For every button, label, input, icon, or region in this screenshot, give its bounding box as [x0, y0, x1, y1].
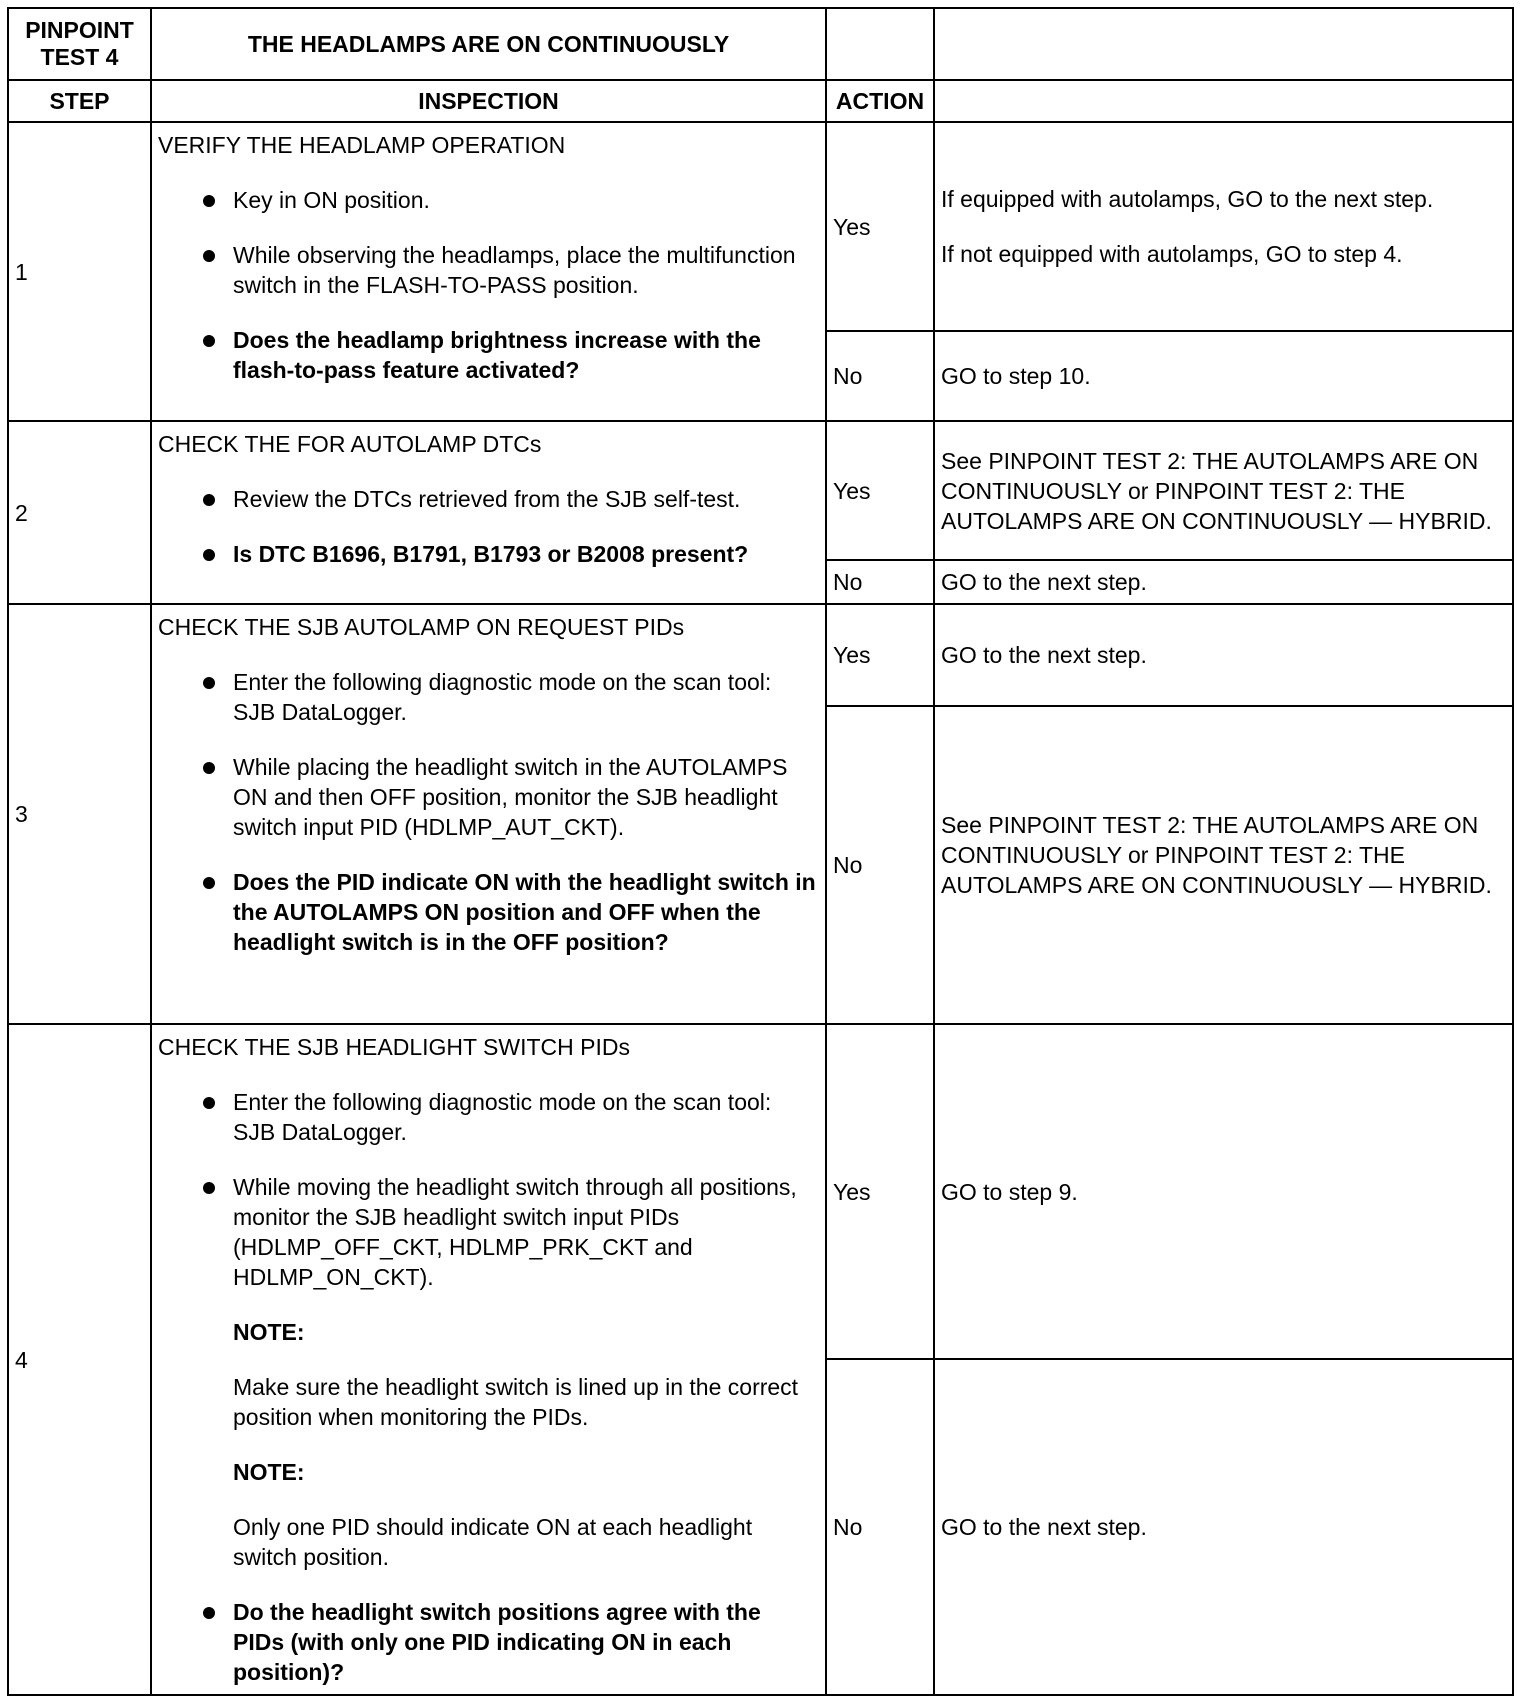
bullet-question: Does the headlamp brightness increase with the flash-to-pass feature activated?: [158, 325, 825, 385]
step-number: 2: [8, 421, 151, 604]
step-2-inspection: [151, 421, 826, 604]
step-3-yes-row: [8, 604, 1513, 706]
step-title: CHECK THE FOR AUTOLAMP DTCs: [158, 431, 542, 457]
step-3-inspection: [151, 604, 826, 1024]
bullet-item: While placing the headlight switch in the AUTOLAMPS ON and then OFF position, monitor the SJB headlight switch input PID (HDLMP_AUT_CKT).: [158, 752, 825, 842]
step-number: 1: [8, 122, 151, 421]
yes-label: Yes: [826, 122, 934, 331]
step-title: CHECK THE SJB AUTOLAMP ON REQUEST PIDs: [158, 614, 685, 640]
title-empty-cell-2: [934, 8, 1513, 80]
bullet-item: Enter the following diagnostic mode on the scan tool: SJB DataLogger.: [158, 667, 825, 727]
yes-action: GO to step 9.: [934, 1024, 1513, 1359]
inspection-column-header: INSPECTION: [151, 80, 826, 122]
no-label: No: [826, 706, 934, 1024]
step-number: 3: [8, 604, 151, 1024]
bullet-list: [158, 484, 825, 569]
yes-action: GO to the next step.: [934, 604, 1513, 706]
bullet-item: Review the DTCs retrieved from the SJB self-test.: [158, 484, 825, 514]
step-title: CHECK THE SJB HEADLIGHT SWITCH PIDs: [158, 1034, 630, 1060]
no-label: No: [826, 331, 934, 421]
bullet-question: Does the PID indicate ON with the headlight switch in the AUTOLAMPS ON position and OFF when the headlight switch is in the OFF position?: [158, 867, 825, 957]
bullet-question: Is DTC B1696, B1791, B1793 or B2008 present?: [158, 539, 825, 569]
no-action: GO to the next step.: [934, 1359, 1513, 1695]
note-text: Make sure the headlight switch is lined up in the correct position when monitoring the PIDs.: [233, 1374, 799, 1430]
bullet-item: Enter the following diagnostic mode on the scan tool: SJB DataLogger.: [158, 1087, 825, 1147]
yes-label: Yes: [826, 1024, 934, 1359]
action-text: If not equipped with autolamps, GO to step 4.: [941, 241, 1403, 267]
step-1-inspection: [151, 122, 826, 421]
bullet-list: [158, 1597, 825, 1687]
note-label: NOTE:: [233, 1319, 305, 1345]
header-empty-cell: [934, 80, 1513, 122]
yes-action: See PINPOINT TEST 2: THE AUTOLAMPS ARE ON CONTINUOUSLY or PINPOINT TEST 2: THE AUTOLAMPS ARE ON CONTINUOUSLY — HYBRID.: [934, 421, 1513, 560]
bullet-question: Do the headlight switch positions agree with the PIDs (with only one PID indicating ON in each position)?: [158, 1597, 825, 1687]
no-action: See PINPOINT TEST 2: THE AUTOLAMPS ARE ON CONTINUOUSLY or PINPOINT TEST 2: THE AUTOLAMPS ARE ON CONTINUOUSLY — HYBRID.: [934, 706, 1513, 1024]
yes-action: [934, 122, 1513, 331]
step-2-yes-row: [8, 421, 1513, 560]
yes-label: Yes: [826, 604, 934, 706]
bullet-list: [158, 185, 825, 385]
step-1-yes-row: [8, 122, 1513, 331]
no-action: GO to step 10.: [934, 331, 1513, 421]
bullet-item: While moving the headlight switch through all positions, monitor the SJB headlight switch input PIDs (HDLMP_OFF_CKT, HDLMP_PRK_CKT and HDLMP_ON_CKT).: [158, 1172, 825, 1292]
no-label: No: [826, 560, 934, 604]
test-title: THE HEADLAMPS ARE ON CONTINUOUSLY: [151, 8, 826, 80]
yes-label: Yes: [826, 421, 934, 560]
note-text: Only one PID should indicate ON at each headlight switch position.: [233, 1514, 753, 1570]
note-label: NOTE:: [233, 1459, 305, 1485]
bullet-list: [158, 667, 825, 957]
no-label: No: [826, 1359, 934, 1695]
step-title: VERIFY THE HEADLAMP OPERATION: [158, 132, 566, 158]
step-number: 4: [8, 1024, 151, 1695]
step-column-header: STEP: [8, 80, 151, 122]
column-header-row: [8, 80, 1513, 122]
bullet-item: While observing the headlamps, place the multifunction switch in the FLASH-TO-PASS position.: [158, 240, 825, 300]
no-action: GO to the next step.: [934, 560, 1513, 604]
step-4-yes-row: [8, 1024, 1513, 1359]
bullet-item: Key in ON position.: [158, 185, 825, 215]
step-4-inspection: [151, 1024, 826, 1695]
bullet-list: [158, 1087, 825, 1292]
action-column-header: ACTION: [826, 80, 934, 122]
title-empty-cell: [826, 8, 934, 80]
title-row: [8, 8, 1513, 80]
action-text: If equipped with autolamps, GO to the next step.: [941, 186, 1434, 212]
pinpoint-test-table: [7, 7, 1514, 1696]
pinpoint-label: PINPOINT TEST 4: [8, 8, 151, 80]
